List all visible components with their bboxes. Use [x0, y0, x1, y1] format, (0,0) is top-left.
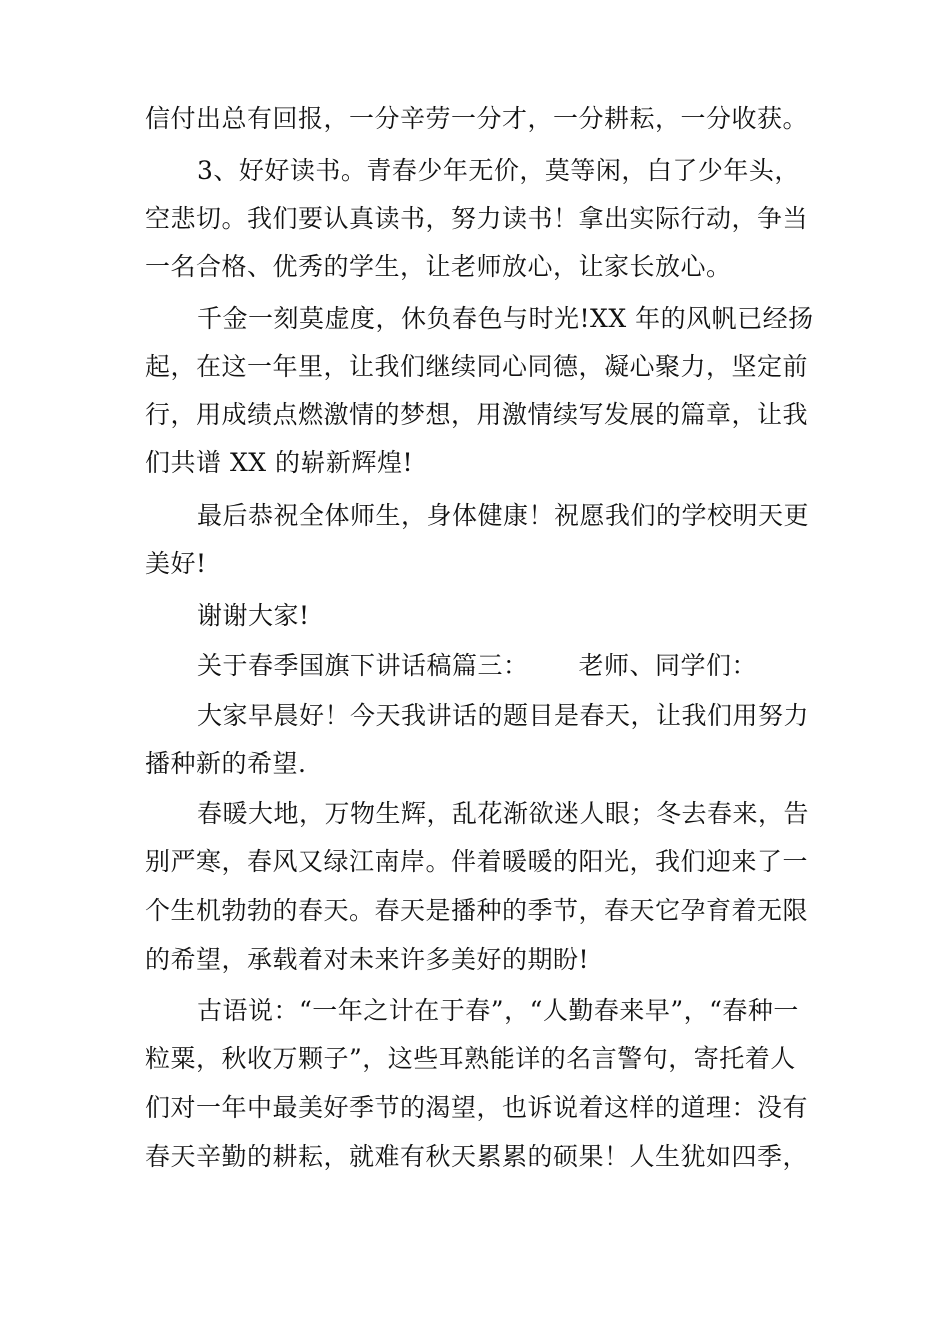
paragraph-line: 粒粟，秋收万颗子”，这些耳熟能详的名言警句，寄托着人 — [145, 1044, 796, 1073]
paragraph-line: 谢谢大家! — [197, 601, 310, 630]
paragraph-line: 们对一年中最美好季节的渴望，也诉说着这样的道理：没有 — [145, 1093, 809, 1122]
section-title: 关于春季国旗下讲话稿篇三： — [197, 651, 529, 680]
paragraph-line: 个生机勃勃的春天。春天是播种的季节，春天它孕育着无限 — [145, 896, 809, 925]
paragraph-line: 春天辛勤的耕耘，就难有秋天累累的硕果！人生犹如四季， — [145, 1142, 809, 1171]
paragraph-line: 信付出总有回报，一分辛劳一分才，一分耕耘，一分收获。 — [145, 104, 809, 133]
paragraph-line: 美好! — [145, 549, 207, 578]
paragraph-line: 起，在这一年里，让我们继续同心同德，凝心聚力，坚定前 — [145, 352, 809, 381]
paragraph-line: 最后恭祝全体师生，身体健康！祝愿我们的学校明天更 — [197, 501, 810, 530]
section-heading-line — [197, 651, 757, 681]
greeting: 老师、同学们： — [578, 651, 758, 680]
paragraph-line: 大家早晨好！今天我讲话的题目是春天，让我们用努力 — [197, 701, 810, 730]
paragraph-line: 春暖大地，万物生辉，乱花渐欲迷人眼；冬去春来，告 — [197, 799, 810, 828]
paragraph-line: 一名合格、优秀的学生，让老师放心，让家长放心。 — [145, 252, 732, 281]
paragraph-line: 的希望，承载着对未来许多美好的期盼! — [145, 945, 590, 974]
paragraph-line: 千金一刻莫虚度，休负春色与时光!XX 年的风帆已经扬 — [197, 304, 814, 333]
paragraph-line: 空悲切。我们要认真读书，努力读书！拿出实际行动，争当 — [145, 204, 809, 233]
paragraph-line: 行，用成绩点燃激情的梦想，用激情续写发展的篇章，让我 — [145, 400, 809, 429]
paragraph-line: 们共谱 XX 的崭新辉煌! — [145, 448, 414, 477]
paragraph-line: 3、好好读书。青春少年无价，莫等闲，白了少年头， — [197, 156, 800, 185]
paragraph-line: 播种新的希望. — [145, 749, 307, 778]
paragraph-line: 别严寒，春风又绿江南岸。伴着暖暖的阳光，我们迎来了一 — [145, 847, 809, 876]
paragraph-line: 古语说：“一年之计在于春”，“人勤春来早”，“春种一 — [197, 996, 799, 1025]
